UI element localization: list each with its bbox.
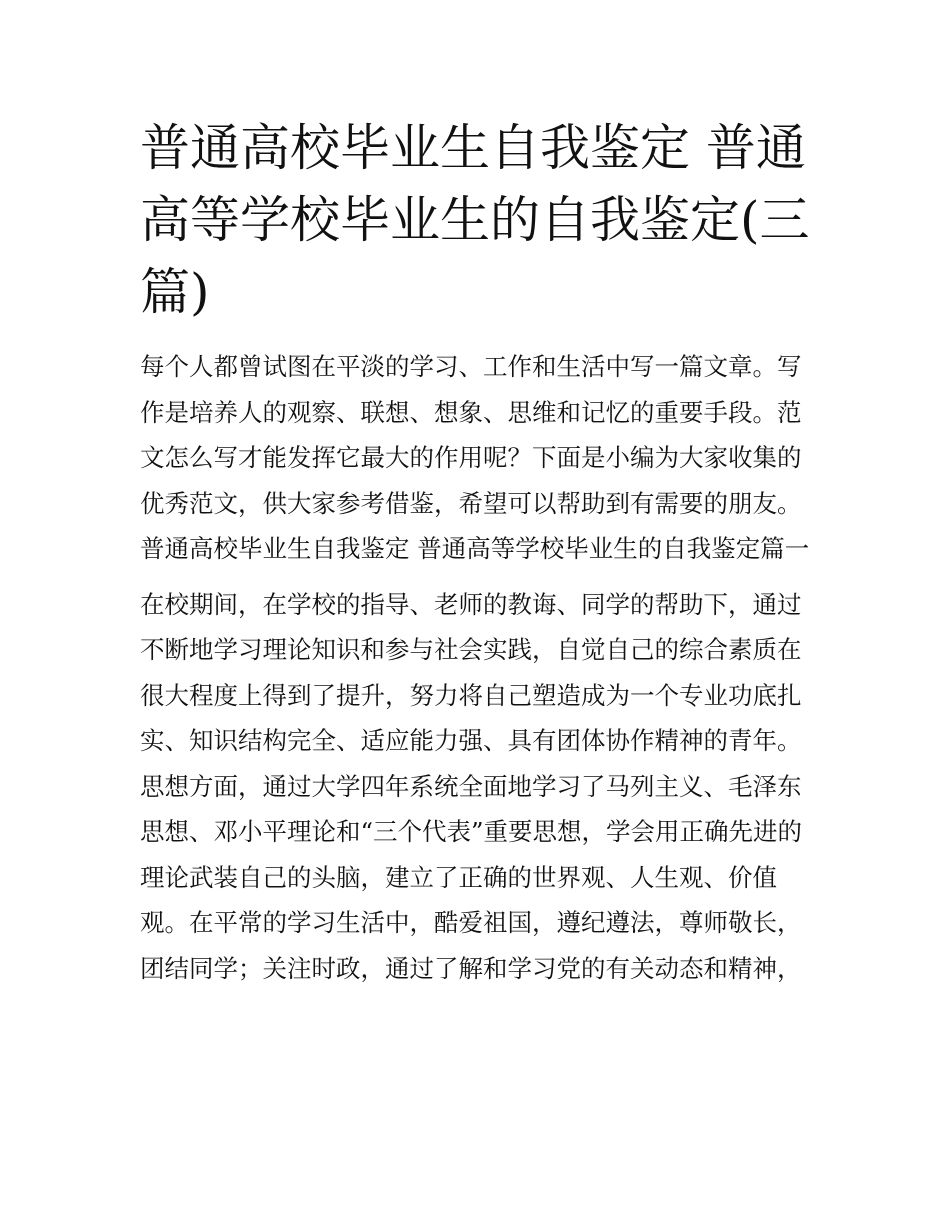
document-content (140, 112, 812, 991)
body-paragraph: 在校期间，在学校的指导、老师的教诲、同学的帮助下，通过不断地学习理论知识和参与社会实践，自觉自己的综合素质在很大程度上得到了提升，努力将自己塑造成为一个专业功底扎实、知识结构完全、适应能力强、具有团体协作精神的青年。思想方面，通过大学四年系统全面地学习了马列主义、毛泽东思想、邓小平理论和“三个代表”重要思想，学会用正确先进的理论武装自己的头脑，建立了正确的世界观、人生观、价值观。在平常的学习生活中，酷爱祖国，遵纪遵法，尊师敬长，团结同学；关注时政，通过了解和学习党的有关动态和精神， (140, 589, 803, 983)
intro-paragraph: 每个人都曾试图在平淡的学习、工作和生活中写一篇文章。写作是培养人的观察、联想、想象、思维和记忆的重要手段。范文怎么写才能发挥它最大的作用呢？下面是小编为大家收集的优秀范文，供大家参考借鉴，希望可以帮助到有需要的朋友。普通高校毕业生自我鉴定 普通高等学校毕业生的自我鉴定篇一 (140, 352, 810, 563)
document-title: 普通高校毕业生自我鉴定 普通高等学校毕业生的自我鉴定(三篇) (140, 119, 810, 321)
